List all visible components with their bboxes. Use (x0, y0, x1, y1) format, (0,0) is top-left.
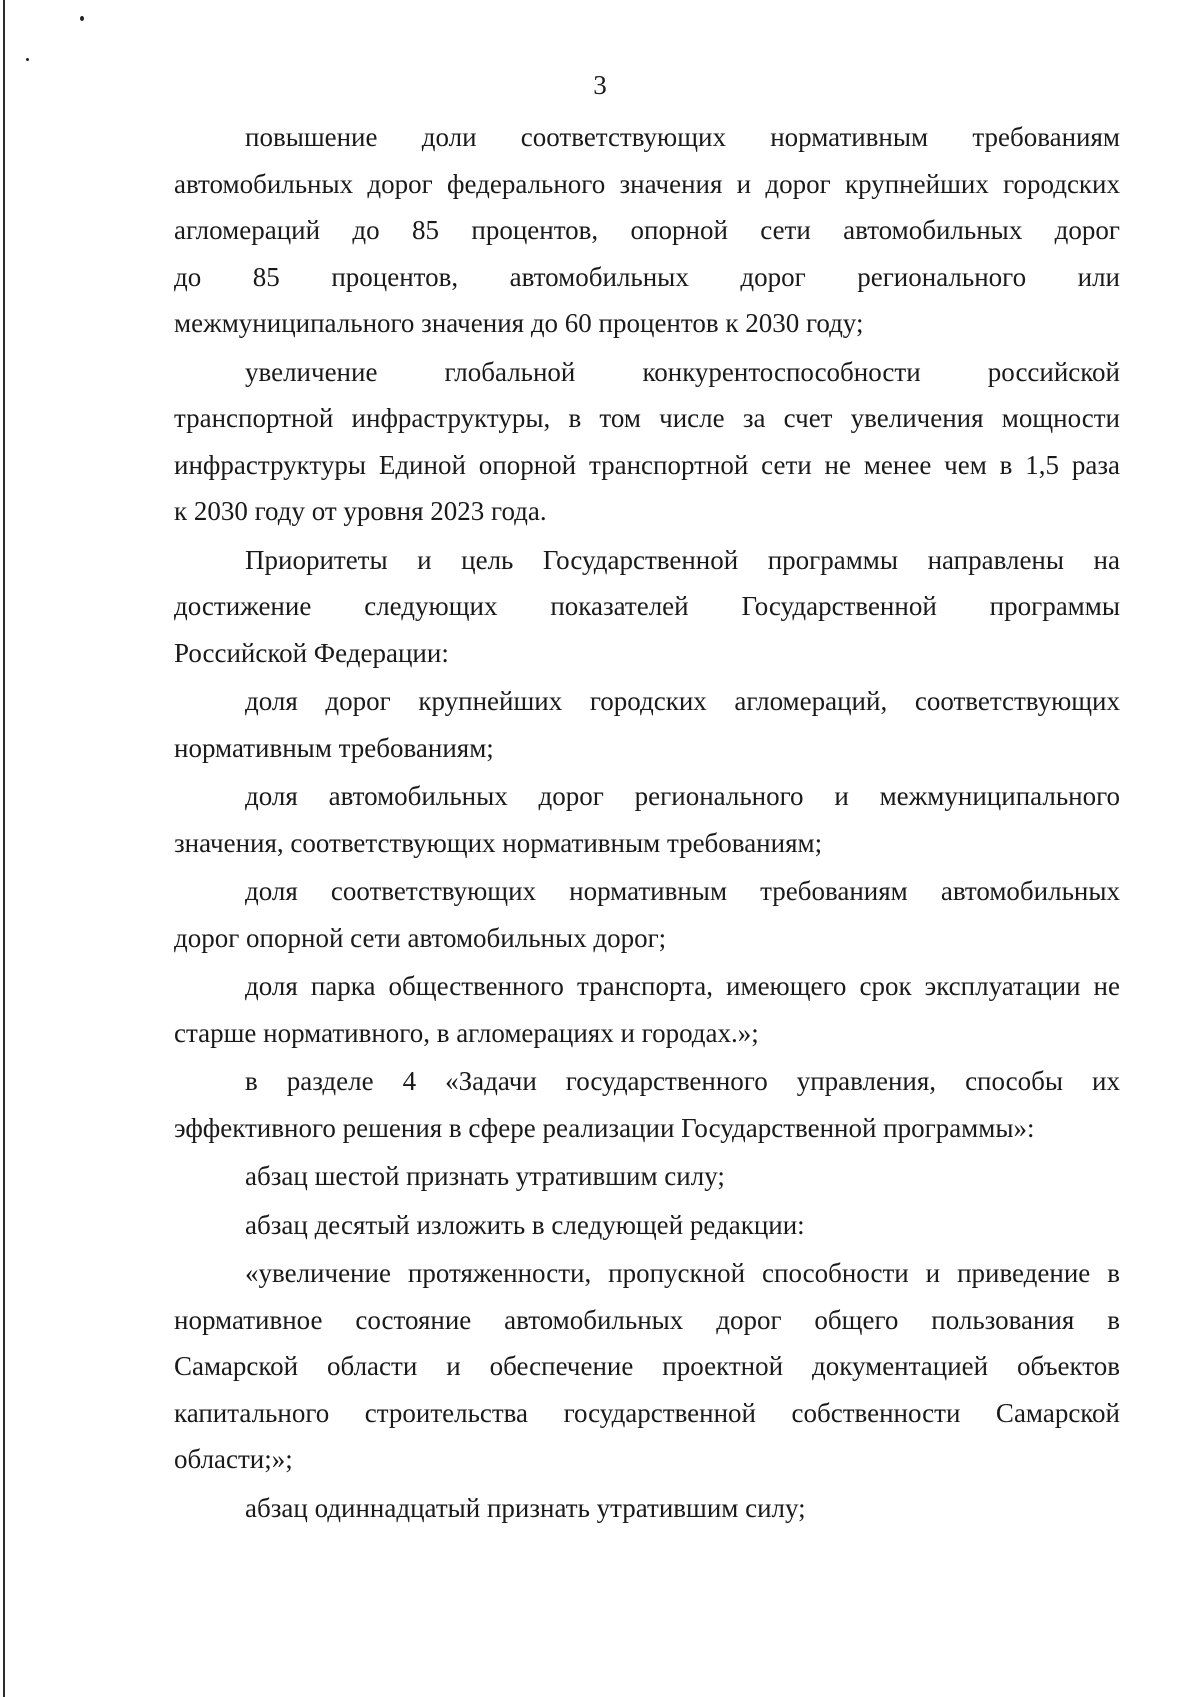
paragraph-line: абзац одиннадцатый признать утратившим силу; (245, 1492, 806, 1523)
paragraph-line: доля парка общественного транспорта, имеющего срок эксплуатации не (245, 971, 1120, 1001)
paragraph-line: инфраструктуры Единой опорной транспортной сети не менее чем в 1,5 раза (174, 449, 1120, 480)
paragraph-line: Приоритеты и цель Государственной программы направлены на (245, 544, 1120, 575)
paragraph (174, 114, 1120, 347)
paragraph-line: эффективного решения в сфере реализации Государственной программы»: (174, 1112, 1035, 1143)
paragraph-line: значения, соответствующих нормативным требованиям; (174, 827, 823, 858)
paragraph-line: транспортной инфраструктуры, в том числе за счет увеличения мощности (174, 403, 1120, 433)
paragraph-line: области;»; (174, 1444, 293, 1474)
paragraph-line: «увеличение протяженности, пропускной способности и приведение в (245, 1258, 1120, 1288)
paragraph-line: до 85 процентов, автомобильных дорог регионального или (174, 261, 1120, 292)
paragraph-line: доля дорог крупнейших городских агломераций, соответствующих (245, 686, 1120, 716)
scan-speck (26, 58, 29, 61)
paragraph-line: автомобильных дорог федерального значения и дорог крупнейших городских (174, 168, 1120, 199)
paragraph (174, 1485, 1120, 1532)
paragraph-line: в разделе 4 «Задачи государственного управления, способы их (245, 1066, 1120, 1096)
paragraph-line: нормативное состояние автомобильных дорог общего пользования в (174, 1304, 1120, 1335)
page-number: 3 (593, 70, 607, 100)
paragraph (174, 868, 1120, 961)
paragraph (174, 349, 1120, 535)
paragraph (174, 1153, 1120, 1200)
paragraph (174, 537, 1120, 677)
scan-speck (80, 16, 84, 21)
paragraph (174, 1202, 1120, 1249)
paragraph-line: капитального строительства государственной собственности Самарской (174, 1397, 1120, 1428)
paragraph (174, 1058, 1120, 1151)
paragraph-line: Самарской области и обеспечение проектной документацией объектов (174, 1351, 1120, 1381)
paragraph-line: дорог опорной сети автомобильных дорог; (174, 922, 667, 953)
paragraph-line: увеличение глобальной конкурентоспособности российской (245, 356, 1120, 387)
paragraph (174, 1250, 1120, 1483)
scan-edge-line (3, 0, 5, 1697)
paragraph-line: повышение доли соответствующих нормативным требованиям (245, 122, 1120, 152)
paragraph-line: доля соответствующих нормативным требованиям автомобильных (245, 876, 1120, 906)
paragraph (174, 773, 1120, 866)
paragraph-line: старше нормативного, в агломерациях и городах.»; (174, 1017, 759, 1048)
paragraph-line: абзац десятый изложить в следующей редакции: (245, 1209, 805, 1240)
paragraph (174, 678, 1120, 771)
paragraph-line: межмуниципального значения до 60 процентов к 2030 году; (174, 308, 864, 338)
paragraph-line: нормативным требованиям; (174, 732, 494, 763)
paragraph-line: Российской Федерации: (174, 637, 449, 668)
paragraph-line: агломераций до 85 процентов, опорной сети автомобильных дорог (174, 215, 1120, 245)
paragraph-line: доля автомобильных дорог регионального и межмуниципального (245, 781, 1120, 811)
paragraph-line: достижение следующих показателей Государственной программы (174, 591, 1120, 621)
paragraph-line: абзац шестой признать утратившим силу; (245, 1161, 725, 1191)
paragraph-line: к 2030 году от уровня 2023 года. (174, 496, 547, 526)
paragraph (174, 963, 1120, 1056)
document-body (174, 114, 1120, 1533)
